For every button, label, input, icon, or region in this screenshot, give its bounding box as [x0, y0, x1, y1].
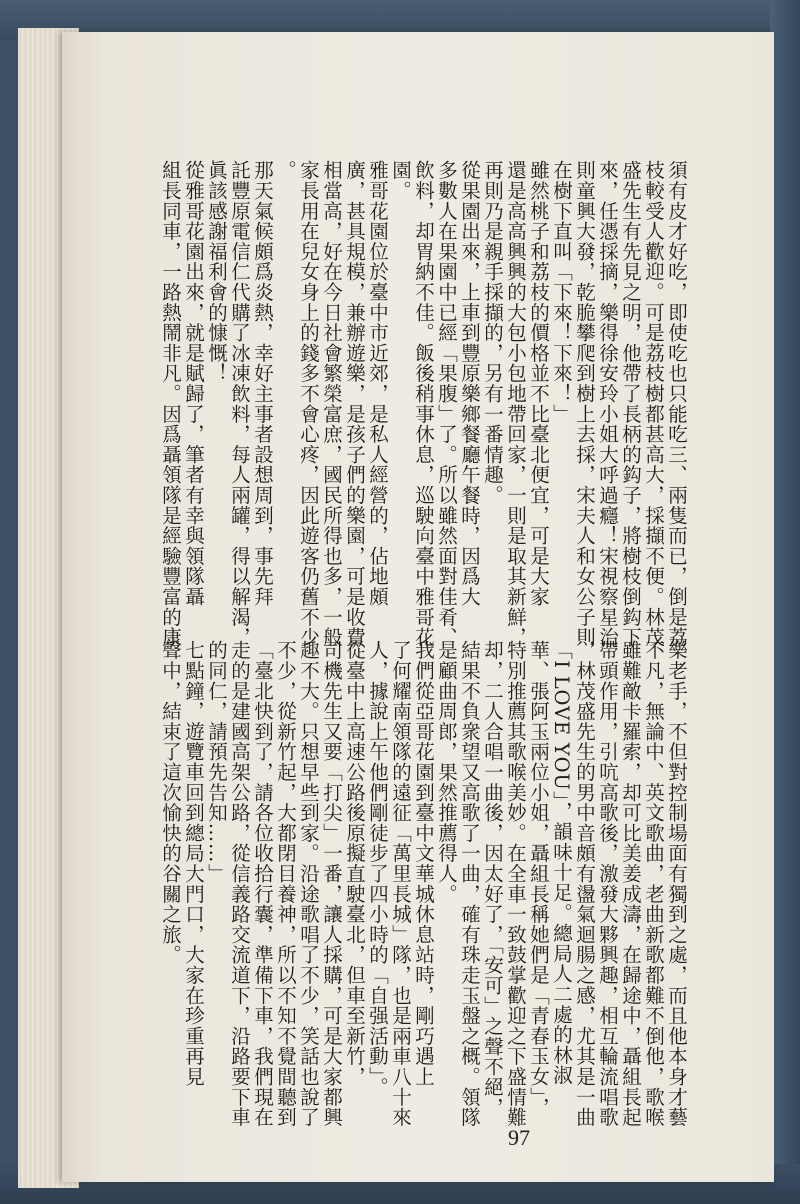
- text-column: 趣不大。只想早些到家。沿途歌唱了不少，笑話也說了: [297, 640, 320, 1128]
- text-column: 盛先生有先見之明，他帶了長柄的鈎子，將樹枝倒鈎下: [619, 160, 642, 648]
- text-column: 了何耀南領隊的遠征「萬里長城」隊，也是兩車八十來: [389, 640, 412, 1128]
- page-number: 97: [508, 1125, 530, 1150]
- text-column: 雖然桃子和荔枝的價格並不比臺北便宜，可是大家: [527, 160, 550, 607]
- text-column: 。: [274, 160, 297, 181]
- text-column: 再則乃是親手採擷的，另有一番情趣。: [481, 160, 504, 506]
- text-column: 聲中，結束了這次愉快的谷關之旅。: [159, 640, 182, 965]
- text-column: ，林茂盛先生的男中音頗有盪氣迴腸之感，尤其是一曲: [573, 640, 596, 1128]
- text-column: 廣，甚具規模，兼辦遊樂，是孩子們的樂園，可是收費: [343, 160, 366, 648]
- text-column: 「I LOVE YOU」，韻味十足。總局人二處的林淑: [550, 640, 573, 1086]
- text-column: 走的是建國高架公路，從信義路交流道下，沿路要下車: [228, 640, 251, 1128]
- text-column: 是顧曲周郎，果然推薦得人。: [435, 640, 458, 904]
- text-column: 的同仁，請預先告知……」: [205, 640, 228, 884]
- text-column: 飲料，却胃納不佳。飯後稍事休息，巡駛向臺中雅哥花: [412, 160, 435, 648]
- text-column: 還是高高興興的大包小包地帶回家，一則是取其新鮮，: [504, 160, 527, 648]
- text-column: 七點鐘，遊覽車回到總局大門口，大家在珍重再見: [182, 640, 205, 1087]
- text-column: 須有皮才好吃，即使吃也只能吃三、兩隻而已，倒是荔: [665, 160, 688, 648]
- text-column: 園。: [389, 160, 412, 201]
- text-column: 來，任憑採摘，樂得徐安玲小姐大呼過癮！宋視察星治: [596, 160, 619, 648]
- text-column: 雅哥花園位於臺中市近郊，是私人經營的，佔地頗: [366, 160, 389, 607]
- text-column: 那天氣候頗爲炎熱，幸好主事者設想周到，事先拜: [251, 160, 274, 607]
- text-column: 從果園出來，上車到豐原樂鄉餐廳午餐時，因爲大: [458, 160, 481, 607]
- text-column: 人，據說上午他們剛徒步了四小時的「自强活動」。: [366, 640, 389, 1098]
- text-column: 「臺北快到了，請各位收拾行囊，準備下車，我們現在: [251, 640, 274, 1128]
- text-column: 家長用在兒女身上的錢多不會心疼，因此遊客仍舊不少: [297, 160, 320, 648]
- text-column: 從臺中上高速公路後原擬直駛臺北，但車至新竹，: [343, 640, 366, 1087]
- text-column: 多數人在果園中已經「果腹」了。所以雖然面對佳肴、: [435, 160, 458, 648]
- text-column: 在樹下直叫「下來！下來！」: [550, 160, 573, 424]
- text-column: 司機先生又要「打尖」一番，讓人採購，可是大家都興: [320, 640, 343, 1128]
- text-column: 不少，從新竹起，大都閉目養神，所以不知不覺間聽到: [274, 640, 297, 1128]
- book-page: [62, 32, 774, 1182]
- text-column: 特別推薦其歌喉美妙。在全車一致鼓掌歡迎之下盛情難: [504, 640, 527, 1128]
- text-column: 雖難敵卡羅索，却可比美姜成濤，在歸途中，聶組長起: [619, 640, 642, 1128]
- text-column: 從雅哥花園出來，就是賦歸了，筆者有幸與領隊聶: [182, 160, 205, 607]
- text-column: 我們從亞哥花園到臺中文華城休息站時，剛巧遇上: [412, 640, 435, 1087]
- text-column: 華、張阿玉兩位小姐，聶組長稱她們是「青春玉女」，: [527, 640, 550, 1118]
- text-column: 相當高，好在今日社會繁榮富庶，國民所得也多，一般: [320, 160, 343, 648]
- text-column: 結果不負衆望又高歌了一曲，確有珠走玉盤之概。領隊: [458, 640, 481, 1128]
- text-column: 組長同車，一路熱鬧非凡。因爲聶領隊是經驗豐富的康: [159, 160, 182, 648]
- text-column: 眞該感謝福利會的慷慨！: [205, 160, 228, 384]
- text-column: 帶頭作用，引吭高歌後，激發大夥興趣，相互輪流唱歌: [596, 640, 619, 1128]
- text-column: 不凡，無論中、英文歌曲，老曲新歌都難不倒他，歌喉: [642, 640, 665, 1128]
- text-column: 却，二人合唱一曲後，因太好了，「安可」之聲不絕，: [481, 640, 504, 1118]
- text-column: 託豐原電信仁代購了冰凍飲料，每人兩罐，得以解渴，: [228, 160, 251, 648]
- text-column: 枝較受人歡迎。可是荔枝樹都甚高大，採擷不便。林茂: [642, 160, 665, 648]
- text-column: 樂老手，不但對控制場面有獨到之處，而且他本身才藝: [665, 640, 688, 1128]
- book-cover-right: [770, 0, 800, 1204]
- text-column: 則童興大發，乾脆攀爬到樹上去採，宋夫人和女公子則: [573, 160, 596, 648]
